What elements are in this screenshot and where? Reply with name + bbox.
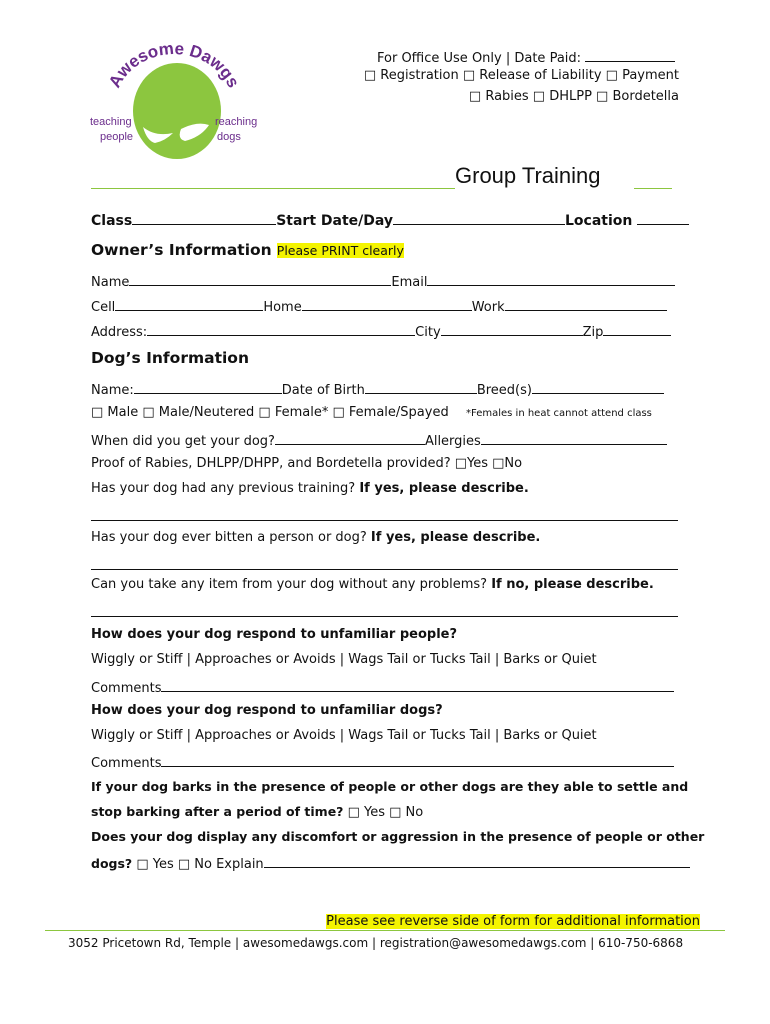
office-use-line bbox=[377, 48, 675, 66]
class-label: Class bbox=[91, 213, 133, 229]
awesome-dawgs-logo bbox=[85, 45, 265, 169]
discomfort-question-line2 bbox=[91, 854, 690, 872]
got-dog-field[interactable] bbox=[275, 431, 425, 445]
comments-label: Comments bbox=[91, 681, 162, 696]
footer-rule bbox=[45, 930, 725, 931]
discomfort-yes-no[interactable]: □ Yes □ No Explain bbox=[136, 857, 264, 872]
class-field[interactable] bbox=[132, 211, 276, 225]
dob-label: Date of Birth bbox=[281, 383, 365, 398]
bitten-instruction: If yes, please describe. bbox=[370, 530, 541, 545]
bark-question-line2 bbox=[91, 804, 423, 820]
city-label: City bbox=[415, 325, 441, 340]
work-field[interactable] bbox=[505, 297, 667, 311]
people-comments-field[interactable] bbox=[161, 678, 674, 692]
svg-text:Awesome Dawgs: Awesome Dawgs bbox=[105, 45, 244, 91]
discomfort-question-line1: Does your dog display any discomfort or aggression in the presence of people or other bbox=[91, 829, 705, 844]
svg-text:reaching: reaching bbox=[215, 116, 258, 128]
bitten-question-text: Has your dog ever bitten a person or dog? bbox=[91, 530, 367, 545]
print-clearly-note: Please PRINT clearly bbox=[276, 243, 404, 258]
svg-text:dogs: dogs bbox=[217, 131, 241, 143]
email-label: Email bbox=[391, 275, 428, 290]
home-field[interactable] bbox=[302, 297, 472, 311]
form-title: Group Training bbox=[455, 163, 601, 188]
dogs-comments-row bbox=[91, 753, 674, 771]
dogs-choices[interactable]: Wiggly or Stiff | Approaches or Avoids | Wags Tail or Tucks Tail | Barks or Quiet bbox=[91, 728, 597, 743]
office-date-paid-label: For Office Use Only | Date Paid: bbox=[377, 51, 582, 66]
location-label: Location bbox=[565, 213, 633, 229]
reverse-side-note: Please see reverse side of form for additional information bbox=[326, 914, 700, 929]
footer-contact: 3052 Pricetown Rd, Temple | awesomedawgs.com | registration@awesomedawgs.com | 610-750-6868 bbox=[68, 936, 684, 950]
discomfort-question-text: dogs? bbox=[91, 856, 133, 871]
bark-yes-no[interactable]: □ Yes □ No bbox=[347, 805, 424, 820]
start-date-field[interactable] bbox=[393, 211, 565, 225]
dob-field[interactable] bbox=[365, 380, 477, 394]
dogs-question: How does your dog respond to unfamiliar dogs? bbox=[91, 703, 443, 718]
address-row bbox=[91, 322, 671, 340]
bark-question-line1: If your dog barks in the presence of people or other dogs are they able to settle and bbox=[91, 779, 689, 794]
zip-field[interactable] bbox=[603, 322, 671, 336]
take-item-text: Can you take any item from your dog without any problems? bbox=[91, 577, 488, 592]
name-label: Name bbox=[91, 275, 130, 290]
take-item-instruction: If no, please describe. bbox=[491, 577, 654, 592]
dogs-comments-field[interactable] bbox=[161, 753, 674, 767]
city-field[interactable] bbox=[441, 322, 583, 336]
dog-name-field[interactable] bbox=[134, 380, 282, 394]
got-dog-label: When did you get your dog? bbox=[91, 434, 275, 449]
training-answer-line[interactable] bbox=[91, 520, 678, 521]
owner-heading-row bbox=[91, 240, 404, 259]
training-question-text: Has your dog had any previous training? bbox=[91, 481, 356, 496]
breed-field[interactable] bbox=[532, 380, 664, 394]
location-field[interactable] bbox=[637, 211, 689, 225]
phone-row bbox=[91, 297, 667, 315]
bitten-answer-line[interactable] bbox=[91, 569, 678, 570]
take-item-question bbox=[91, 577, 654, 592]
svg-text:teaching: teaching bbox=[90, 116, 132, 128]
training-instruction: If yes, please describe. bbox=[359, 481, 529, 496]
bark-question-text: stop barking after a period of time? bbox=[91, 804, 344, 819]
dog-heading: Dog’s Information bbox=[91, 349, 249, 367]
work-label: Work bbox=[471, 300, 505, 315]
address-field[interactable] bbox=[147, 322, 415, 336]
take-item-answer-line[interactable] bbox=[91, 616, 678, 617]
sex-options[interactable]: □ Male □ Male/Neutered □ Female* □ Female/Spayed bbox=[91, 405, 449, 420]
people-comments-row bbox=[91, 678, 674, 696]
allergies-label: Allergies bbox=[424, 434, 481, 449]
dog-name-row bbox=[91, 380, 664, 398]
allergies-field[interactable] bbox=[481, 431, 667, 445]
title-rule-right bbox=[634, 188, 672, 189]
discomfort-explain-field[interactable] bbox=[264, 854, 690, 868]
owner-name-field[interactable] bbox=[129, 272, 391, 286]
owner-heading: Owner’s Information bbox=[91, 241, 272, 259]
home-label: Home bbox=[263, 300, 302, 315]
training-question bbox=[91, 481, 529, 496]
people-choices[interactable]: Wiggly or Stiff | Approaches or Avoids | Wags Tail or Tucks Tail | Barks or Quiet bbox=[91, 652, 597, 667]
got-dog-row bbox=[91, 431, 667, 449]
dog-name-label: Name: bbox=[91, 383, 134, 398]
proof-vaccines[interactable]: Proof of Rabies, DHLPP/DHPP, and Bordetella provided? □Yes □No bbox=[91, 456, 523, 471]
name-email-row bbox=[91, 272, 675, 290]
cell-field[interactable] bbox=[115, 297, 263, 311]
owner-email-field[interactable] bbox=[427, 272, 675, 286]
bitten-question bbox=[91, 530, 540, 545]
cell-label: Cell bbox=[91, 300, 116, 315]
address-label: Address: bbox=[91, 325, 148, 340]
start-date-label: Start Date/Day bbox=[276, 213, 394, 229]
svg-text:people: people bbox=[100, 131, 134, 143]
heat-note: *Females in heat cannot attend class bbox=[466, 408, 652, 419]
breed-label: Breed(s) bbox=[476, 383, 532, 398]
date-paid-field[interactable] bbox=[585, 48, 675, 62]
zip-label: Zip bbox=[582, 325, 604, 340]
comments-label: Comments bbox=[91, 756, 162, 771]
title-rule-left bbox=[91, 188, 455, 189]
office-checklist-1[interactable]: □ Registration □ Release of Liability □ Payment bbox=[363, 68, 679, 83]
office-checklist-2[interactable]: □ Rabies □ DHLPP □ Bordetella bbox=[468, 89, 679, 104]
class-row bbox=[91, 211, 689, 229]
people-question: How does your dog respond to unfamiliar people? bbox=[91, 627, 458, 642]
